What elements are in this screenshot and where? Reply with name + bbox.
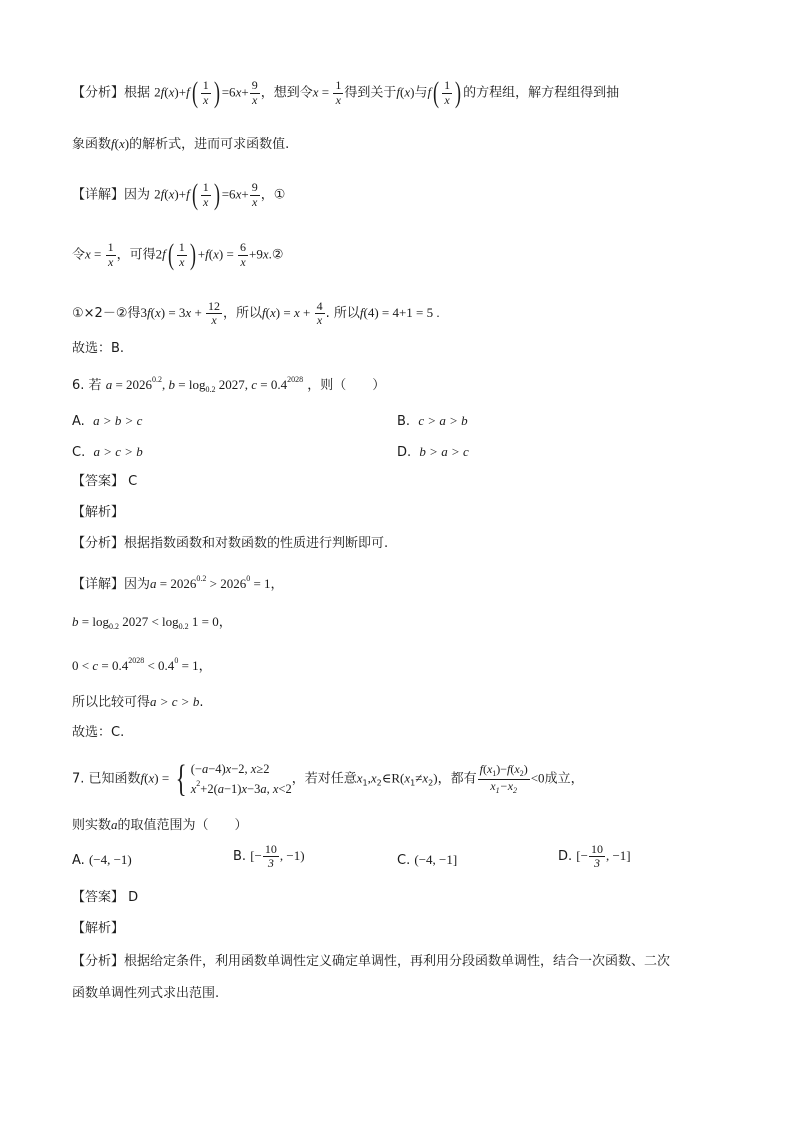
text: ② <box>271 247 284 263</box>
q7-number: 7. 已知函数 <box>72 771 141 787</box>
text: ①×2－②得 <box>72 306 141 322</box>
q7-stem: 7. 已知函数f(x) = { (−a−4)x−2, x≥2 $x^2+2(a-1)x-3a$, x<2 ，若对任意$x_1,x_2\in R(x_1\ne x_2)$，都有 $\frac{f(x_1)-f(x_2)}{x_1-x_2}$ <0成立， <box>72 758 584 801</box>
q6-jiexi-tag: 【解析】 <box>72 505 125 520</box>
text: 因为 <box>124 187 151 203</box>
text: 的解析式，进而可求函数值. <box>129 137 290 152</box>
q6-detail-3: $0 < c = 0.4^{2028} < 0.4^0 = 1$， <box>72 656 212 673</box>
analysis-line-1: 【分析】根据 2f(x)+f( $\frac{1}{x}$ ) =6x+ $\frac{9}{x}$ ，想到令x = $\frac{1}{x}$ 得到关于f(x)与f( $\frac{1}{x}$ ) 的方程组，解方程组得到抽 <box>72 76 620 109</box>
q7-jiexi-tag: 【解析】 <box>72 921 125 936</box>
q6-number: 6. 若 <box>72 378 102 393</box>
choose-b: 故选：B. <box>72 341 125 356</box>
detail-tag: 【详解】 <box>72 187 125 203</box>
q7-option-d: D. [− $\frac{10}{3}$ , −1] <box>558 842 631 871</box>
q7-answer: 【答案】 D <box>72 890 139 905</box>
detail-line-2: 令x = $\frac{1}{x}$ ，可得2f( $\frac{1}{x}$ ) +f(x) = $\frac{6}{x}$ +9x.② <box>72 238 284 271</box>
q7-stem-2: 则实数a的取值范围为（ ） <box>72 817 248 833</box>
q7-analysis-2: 函数单调性列式求出范围. <box>72 986 220 1001</box>
q7-option-a: A. (−4, −1) <box>72 852 132 868</box>
text: ，则（ ） <box>307 378 386 393</box>
q6-stem: 6. 若 $a = 2026^{0.2}$, $b = \log_{0.2} 2027$, $c = 0.4^{2028}$ ，则（ ） <box>72 375 386 394</box>
q7-option-b: B. [− $\frac{10}{3}$ , −1) <box>233 842 305 871</box>
text: 得到关于 <box>344 85 397 101</box>
q6-detail-2: $b = \log_{0.2} 2027 < \log_{0.2} 1 = 0$， <box>72 614 232 631</box>
text: ，可得 <box>116 247 156 263</box>
q6-option-c: C. a > c > b <box>72 444 143 460</box>
text: . 所以 <box>325 306 360 322</box>
analysis-tag: 【分析】 <box>72 85 125 101</box>
q6-analysis: 【分析】根据指数函数和对数函数的性质进行判断即可. <box>72 536 389 551</box>
q6-compare: 所以比较可得a > c > b. <box>72 694 204 710</box>
text: 象函数 <box>72 137 112 152</box>
text: 根据 <box>124 85 151 101</box>
detail-line-3: ①×2－②得3f(x) = 3x + $\frac{12}{x}$ ，所以f(x) = x + $\frac{4}{x}$ . 所以f(4) = 4+1 = 5 . <box>72 299 440 328</box>
q6-option-a: A. a > b > c <box>72 413 143 429</box>
analysis-line-2: 象函数f(x)的解析式，进而可求函数值. <box>72 136 290 152</box>
detail-line-1: 【详解】因为 2f(x)+f( $\frac{1}{x}$ ) =6x+ $\frac{9}{x}$ ，① <box>72 178 286 211</box>
text: ，所以 <box>223 306 263 322</box>
text: ，① <box>260 187 286 203</box>
text: 的方程组，解方程组得到抽 <box>463 85 620 101</box>
q6-choose: 故选：C. <box>72 725 125 740</box>
text: 与 <box>414 85 428 101</box>
q6-option-d: D. b > a > c <box>397 444 469 460</box>
q7-analysis-1: 【分析】根据给定条件，利用函数单调性定义确定单调性，再利用分段函数单调性，结合一次函数、二次 <box>72 954 671 969</box>
q6-option-b: B. c > a > b <box>397 413 468 429</box>
q6-answer: 【答案】 C <box>72 474 138 489</box>
text: 令 <box>72 247 86 263</box>
text: ，想到令 <box>260 85 313 101</box>
q6-detail-1: 【详解】因为$a = 2026^{0.2} > 2026^0 = 1$， <box>72 574 284 592</box>
q7-option-c: C. (−4, −1] <box>397 852 458 868</box>
